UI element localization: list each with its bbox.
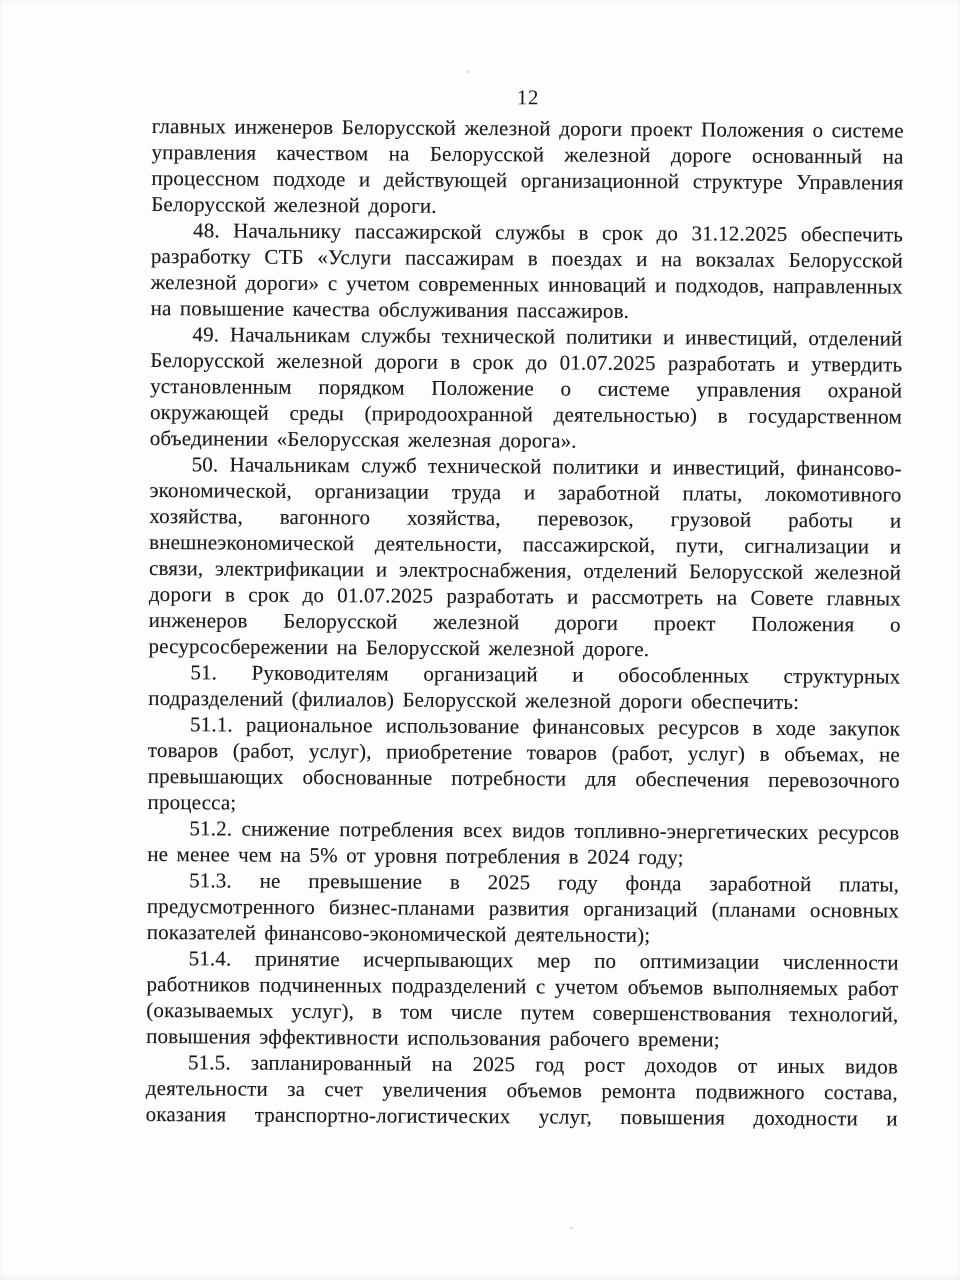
paragraph-51-3: 51.3. не превышение в 2025 году фонда заработной платы, предусмотренного бизнес-планами развития организаций (планами основных показателей финансово-экономической деятельности); <box>146 868 900 948</box>
paragraph-51-2: 51.2. снижение потребления всех видов топливно-энергетических ресурсов не менее чем на 5% от уровня потребления в 2024 году; <box>147 816 900 870</box>
paragraph-51-5: 51.5. запланированный на 2025 год рост доходов от иных видов деятельности за счет увеличения объемов ремонта подвижного состава, оказания транспортно-логистических услуг, повышения доходности и <box>145 1050 899 1131</box>
paragraph-51-4: 51.4. принятие исчерпывающих мер по оптимизации численности работников подчиненных подразделений с учетом объемов выполняемых работ (оказываемых услуг), в том числе путем совершенствования технологий, повышения эффективности использования рабочего времени; <box>146 946 899 1052</box>
document-body <box>146 82 904 1132</box>
paragraph-48: 48. Начальнику пассажирской службы в срок до 31.12.2025 обеспечить разработку СТБ «Услуги пассажирам в поездах и на вокзалах Белорусской железной дороги» с учетом современных инноваций и подходов, направленных на повышение качества обслуживания пассажиров. <box>150 218 904 323</box>
page-number: 12 <box>516 85 539 110</box>
scan-artifact-dot <box>466 70 469 73</box>
paragraph-49: 49. Начальникам службы технической политики и инвестиций, отделений Белорусской железной дороги в срок до 01.07.2025 разработать и утвердить установленным порядком Положение о системе управления охраной окружающей среды (природоохранной деятельностью) в государственном объединении «Белорусская железная дорога». <box>149 322 903 453</box>
scan-artifact-dot <box>570 1227 573 1229</box>
paragraph-continuation: главных инженеров Белорусской железной дороги проект Положения о системе управления качеством на Белорусской железной дороге основанный на процессном подходе и действующей организационной структуре Управления Белорусской железной дороги. <box>151 113 904 218</box>
paragraph-51: 51. Руководителям организаций и обособленных структурных подразделений (филиалов) Белорусской железной дороги обеспечить: <box>148 660 901 714</box>
paragraph-50: 50. Начальникам служб технической политики и инвестиций, финансово-экономической, организации труда и заработной платы, локомотивного хозяйства, вагонного хозяйства, перевозок, грузовой работы и внешнеэкономической деятельности, пассажирской, пути, сигнализации и связи, электрификации и электроснабжения, отделений Белорусской железной дороги в срок до 01.07.2025 разработать и рассмотреть на Совете главных инженеров Белорусской железной дороги проект Положения о ресурсосбережении на Белорусской железной дороге. <box>148 452 902 662</box>
paragraph-51-1: 51.1. рациональное использование финансовых ресурсов в ходе закупок товаров (работ, услуг), приобретение товаров (работ, услуг) в объемах, не превышающих обоснованные потребности для обеспечения перевозочного процесса; <box>147 712 901 815</box>
